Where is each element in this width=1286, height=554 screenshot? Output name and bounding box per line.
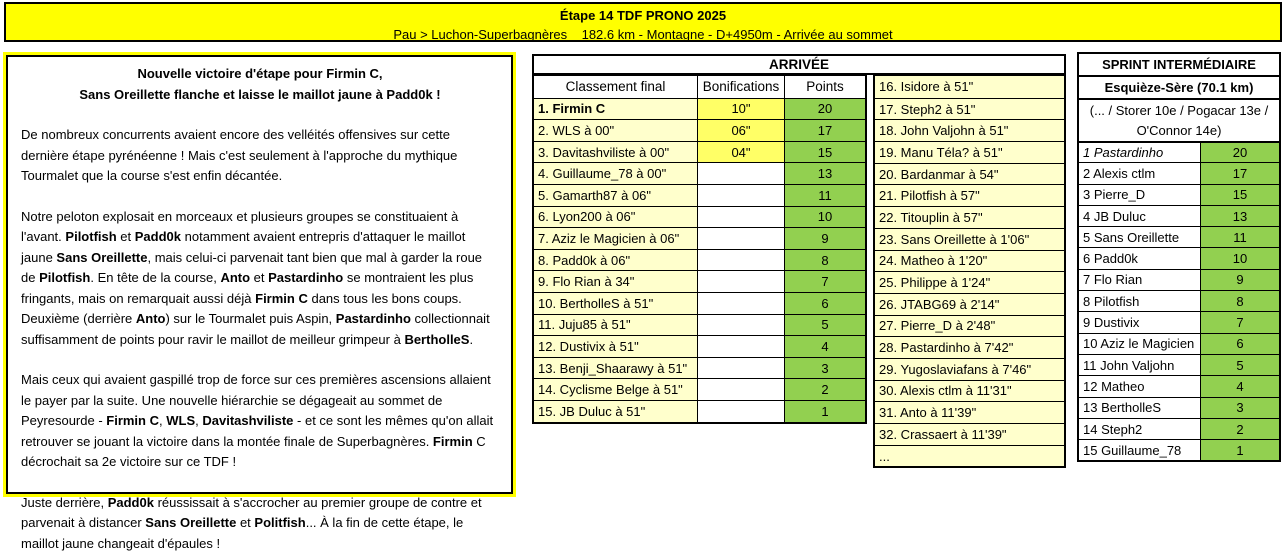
arrivee-row — [534, 227, 865, 249]
bonus-cell — [698, 271, 785, 292]
sprint-row — [1079, 375, 1279, 396]
sprint-points-cell: 5 — [1201, 355, 1279, 375]
sprint-row — [1079, 141, 1279, 162]
report-headline-line1: Nouvelle victoire d'étape pour Firmin C, — [21, 64, 499, 85]
sprint-points-cell: 9 — [1201, 270, 1279, 290]
points-cell: 17 — [785, 120, 865, 141]
bonus-cell — [698, 228, 785, 249]
points-cell: 4 — [785, 336, 865, 357]
sprint-points-cell: 20 — [1201, 143, 1279, 162]
sprint-points-cell: 6 — [1201, 334, 1279, 354]
rider-rank-cell: 13. Benji_Shaarawy à 51" — [534, 358, 698, 379]
arrivee-row — [534, 400, 865, 422]
arrivee-overflow-row: 23. Sans Oreillette à 1'06" — [875, 228, 1064, 250]
player-name-bold: Sans Oreillette — [145, 515, 236, 530]
points-cell: 15 — [785, 142, 865, 163]
paragraph-text: Mais ceux qui avaient gaspillé trop de force sur ces premières ascensions allaient le payer par la suite. Une nouvelle hiérarchie se dégageait au sommet de Peyresourde - — [21, 372, 491, 428]
rider-rank-cell: 15. JB Duluc à 51" — [534, 401, 698, 422]
arrivee-overflow-row: 18. John Valjohn à 51" — [875, 119, 1064, 141]
points-cell: 2 — [785, 379, 865, 400]
column-header-points: Points — [785, 76, 865, 98]
bonus-cell: 10" — [698, 99, 785, 120]
arrivee-row — [534, 335, 865, 357]
arrivee-overflow-row: 19. Manu Téla? à 51" — [875, 141, 1064, 163]
bonus-cell — [698, 315, 785, 336]
player-name-bold: Firmin — [433, 434, 473, 449]
arrivee-overflow-row: 16. Isidore à 51" — [875, 76, 1064, 98]
rider-rank-cell: 9. Flo Rian à 34" — [534, 271, 698, 292]
paragraph-text: ... À la fin de cette étape, le maillot jaune changeait d'épaules ! — [21, 515, 463, 551]
report-paragraph — [21, 493, 499, 554]
sprint-row — [1079, 397, 1279, 418]
sprint-points-cell: 11 — [1201, 227, 1279, 247]
column-header-bonifications: Bonifications — [698, 76, 785, 98]
stage-title: Étape 14 TDF PRONO 2025 — [6, 8, 1280, 23]
sprint-points-cell: 13 — [1201, 206, 1279, 226]
player-name-bold: Firmin C — [106, 413, 159, 428]
paragraph-text: De nombreux concurrents avaient encore des velléités offensives sur cette dernière étape pyrénéenne ! Mais c'est seulement à l'approche du mythique Tourmalet que la course s'est enfin décantée. — [21, 127, 457, 183]
paragraph-text: collectionnait suffisamment de points pour ravir le maillot de meilleur grimpeur à — [21, 311, 490, 347]
report-paragraphs — [21, 125, 499, 554]
arrivee-row — [534, 357, 865, 379]
arrivee-overflow-row: 31. Anto à 11'39" — [875, 401, 1064, 423]
sprint-table — [1077, 52, 1281, 462]
sprint-title: SPRINT INTERMÉDIAIRE — [1079, 54, 1279, 75]
rider-rank-cell: 10. BertholleS à 51" — [534, 293, 698, 314]
paragraph-text: , — [195, 413, 202, 428]
arrivee-section-title: ARRIVÉE — [532, 54, 1066, 75]
points-cell: 13 — [785, 163, 865, 184]
paragraph-text: - et ce sont les mêmes qu'on allait retrouver se jouant la victoire dans la montée finale de Superbagnères. — [21, 413, 493, 449]
paragraph-text: Juste derrière, — [21, 495, 108, 510]
sprint-row — [1079, 333, 1279, 354]
points-cell: 3 — [785, 358, 865, 379]
bonus-cell — [698, 401, 785, 422]
sprint-points-cell: 3 — [1201, 398, 1279, 418]
report-headline — [21, 64, 499, 105]
points-cell: 7 — [785, 271, 865, 292]
paragraph-text: ) sur le Tourmalet puis Aspin, — [165, 311, 335, 326]
report-paragraph — [21, 370, 499, 473]
bonus-cell — [698, 185, 785, 206]
sprint-row — [1079, 184, 1279, 205]
player-name-bold: Davitashviliste — [202, 413, 293, 428]
sprint-points-cell: 8 — [1201, 291, 1279, 311]
sprint-points-cell: 2 — [1201, 419, 1279, 439]
sprint-row — [1079, 226, 1279, 247]
arrivee-overflow-row: 21. Pilotfish à 57" — [875, 184, 1064, 206]
arrivee-overflow-column — [873, 74, 1066, 468]
arrivee-overflow-row: 22. Titouplin à 57" — [875, 206, 1064, 228]
bonus-cell — [698, 250, 785, 271]
sprint-points-cell: 10 — [1201, 248, 1279, 268]
arrivee-classification-table — [532, 74, 867, 424]
sprint-pro-results: (... / Storer 10e / Pogacar 13e / O'Connor 14e) — [1079, 98, 1279, 141]
sprint-row — [1079, 162, 1279, 183]
player-name-bold: Anto — [136, 311, 166, 326]
report-paragraph — [21, 207, 499, 351]
sprint-row — [1079, 269, 1279, 290]
report-headline-line2: Sans Oreillette flanche et laisse le maillot jaune à Padd0k ! — [21, 85, 499, 106]
sprint-rider-cell: 7 Flo Rian — [1079, 270, 1201, 290]
sprint-rider-cell: 8 Pilotfish — [1079, 291, 1201, 311]
rider-rank-cell: 5. Gamarth87 à 06" — [534, 185, 698, 206]
arrivee-overflow-row: 25. Philippe à 1'24" — [875, 271, 1064, 293]
stage-report-content — [6, 55, 513, 494]
arrivee-row — [534, 141, 865, 163]
sprint-points-cell: 17 — [1201, 163, 1279, 183]
player-name-bold: Padd0k — [108, 495, 154, 510]
arrivee-overflow-row: 20. Bardanmar à 54" — [875, 163, 1064, 185]
arrivee-row — [534, 270, 865, 292]
stage-report-box — [3, 52, 516, 497]
paragraph-text: , — [159, 413, 166, 428]
arrivee-row — [534, 249, 865, 271]
points-cell: 1 — [785, 401, 865, 422]
arrivee-row — [534, 206, 865, 228]
sprint-row — [1079, 311, 1279, 332]
sprint-row — [1079, 205, 1279, 226]
sprint-row — [1079, 439, 1279, 460]
sprint-row — [1079, 418, 1279, 439]
sprint-rider-cell: 12 Matheo — [1079, 376, 1201, 396]
sprint-rider-cell: 1 Pastardinho — [1079, 143, 1201, 162]
player-name-bold: Padd0k — [135, 229, 181, 244]
paragraph-text: Notre peloton explosait en morceaux et plusieurs groupes se constituaient à l'avant. — [21, 209, 458, 245]
bonus-cell — [698, 358, 785, 379]
player-name-bold: Pilotfish — [39, 270, 90, 285]
sprint-rider-cell: 9 Dustivix — [1079, 312, 1201, 332]
sprint-rider-cell: 6 Padd0k — [1079, 248, 1201, 268]
sprint-points-cell: 4 — [1201, 376, 1279, 396]
sprint-location: Esquièze-Sère (70.1 km) — [1079, 75, 1279, 98]
arrivee-row — [534, 119, 865, 141]
arrivee-overflow-row: 24. Matheo à 1'20" — [875, 250, 1064, 272]
rider-rank-cell: 7. Aziz le Magicien à 06" — [534, 228, 698, 249]
sprint-points-cell: 7 — [1201, 312, 1279, 332]
rider-rank-cell: 3. Davitashviliste à 00" — [534, 142, 698, 163]
player-name-bold: BertholleS — [404, 332, 469, 347]
sprint-row — [1079, 290, 1279, 311]
rider-rank-cell: 12. Dustivix à 51" — [534, 336, 698, 357]
paragraph-text: . — [469, 332, 473, 347]
bonus-cell — [698, 207, 785, 228]
sprint-points-cell: 15 — [1201, 185, 1279, 205]
points-cell: 11 — [785, 185, 865, 206]
sprint-rider-cell: 11 John Valjohn — [1079, 355, 1201, 375]
paragraph-text: C décrochait sa 2e victoire sur ce TDF ! — [21, 434, 486, 470]
player-name-bold: WLS — [166, 413, 195, 428]
arrivee-header-row — [534, 76, 865, 98]
arrivee-overflow-row: 28. Pastardinho à 7'42" — [875, 336, 1064, 358]
arrivee-row — [534, 292, 865, 314]
sprint-rider-cell: 10 Aziz le Magicien — [1079, 334, 1201, 354]
points-cell: 10 — [785, 207, 865, 228]
sprint-rider-cell: 13 BertholleS — [1079, 398, 1201, 418]
arrivee-overflow-row: 32. Crassaert à 11'39" — [875, 423, 1064, 445]
points-cell: 6 — [785, 293, 865, 314]
rider-rank-cell: 1. Firmin C — [534, 99, 698, 120]
arrivee-overflow-row: 29. Yugoslaviafans à 7'46" — [875, 358, 1064, 380]
paragraph-text: et — [250, 270, 268, 285]
arrivee-row — [534, 162, 865, 184]
paragraph-text: et — [117, 229, 135, 244]
player-name-bold: Pilotfish — [65, 229, 116, 244]
sprint-row — [1079, 247, 1279, 268]
sprint-rider-cell: 15 Guillaume_78 — [1079, 440, 1201, 460]
sprint-rider-cell: 3 Pierre_D — [1079, 185, 1201, 205]
bonus-cell — [698, 379, 785, 400]
bonus-cell: 06" — [698, 120, 785, 141]
points-cell: 9 — [785, 228, 865, 249]
player-name-bold: Anto — [220, 270, 250, 285]
bonus-cell — [698, 293, 785, 314]
player-name-bold: Politfish — [254, 515, 305, 530]
arrivee-row — [534, 378, 865, 400]
rider-rank-cell: 11. Juju85 à 51" — [534, 315, 698, 336]
report-paragraph — [21, 125, 499, 187]
player-name-bold: Sans Oreillette — [56, 250, 147, 265]
points-cell: 5 — [785, 315, 865, 336]
player-name-bold: Pastardinho — [336, 311, 411, 326]
paragraph-text: se montraient les plus fringants, mais on remarquait aussi déjà — [21, 270, 473, 306]
bonus-cell — [698, 163, 785, 184]
sprint-rider-cell: 14 Steph2 — [1079, 419, 1201, 439]
paragraph-text: réussissait à s'accrocher au premier groupe de contre et parvenait à distancer — [21, 495, 482, 531]
player-name-bold: Pastardinho — [268, 270, 343, 285]
rider-rank-cell: 2. WLS à 00" — [534, 120, 698, 141]
sprint-rider-cell: 4 JB Duluc — [1079, 206, 1201, 226]
rider-rank-cell: 6. Lyon200 à 06" — [534, 207, 698, 228]
arrivee-overflow-row: 30. Alexis ctlm à 11'31" — [875, 380, 1064, 402]
arrivee-row — [534, 98, 865, 120]
points-cell: 20 — [785, 99, 865, 120]
column-header-classement: Classement final — [534, 76, 698, 98]
arrivee-overflow-row: 27. Pierre_D à 2'48" — [875, 315, 1064, 337]
arrivee-overflow-row: 17. Steph2 à 51" — [875, 98, 1064, 120]
sprint-rider-cell: 5 Sans Oreillette — [1079, 227, 1201, 247]
rider-rank-cell: 4. Guillaume_78 à 00" — [534, 163, 698, 184]
paragraph-text: et — [236, 515, 254, 530]
paragraph-text: dans tous les bons coups. Deuxième (derrière — [21, 291, 462, 327]
player-name-bold: Firmin C — [255, 291, 308, 306]
sprint-rider-cell: 2 Alexis ctlm — [1079, 163, 1201, 183]
sprint-row — [1079, 354, 1279, 375]
paragraph-text: . En tête de la course, — [90, 270, 220, 285]
points-cell: 8 — [785, 250, 865, 271]
arrivee-row — [534, 314, 865, 336]
bonus-cell: 04" — [698, 142, 785, 163]
rider-rank-cell: 8. Padd0k à 06" — [534, 250, 698, 271]
stage-subtitle: Pau > Luchon-Superbagnères 182.6 km - Montagne - D+4950m - Arrivée au sommet — [6, 27, 1280, 42]
paragraph-text: notamment avaient entrepris d'attaquer le maillot jaune — [21, 229, 465, 265]
paragraph-text: , mais celui-ci parvenait tant bien que mal à garder la roue de — [21, 250, 482, 286]
sprint-points-cell: 1 — [1201, 440, 1279, 460]
stage-banner — [4, 2, 1282, 42]
arrivee-overflow-row: 26. JTABG69 à 2'14" — [875, 293, 1064, 315]
arrivee-row — [534, 184, 865, 206]
rider-rank-cell: 14. Cyclisme Belge à 51" — [534, 379, 698, 400]
bonus-cell — [698, 336, 785, 357]
arrivee-overflow-row: ... — [875, 445, 1064, 467]
